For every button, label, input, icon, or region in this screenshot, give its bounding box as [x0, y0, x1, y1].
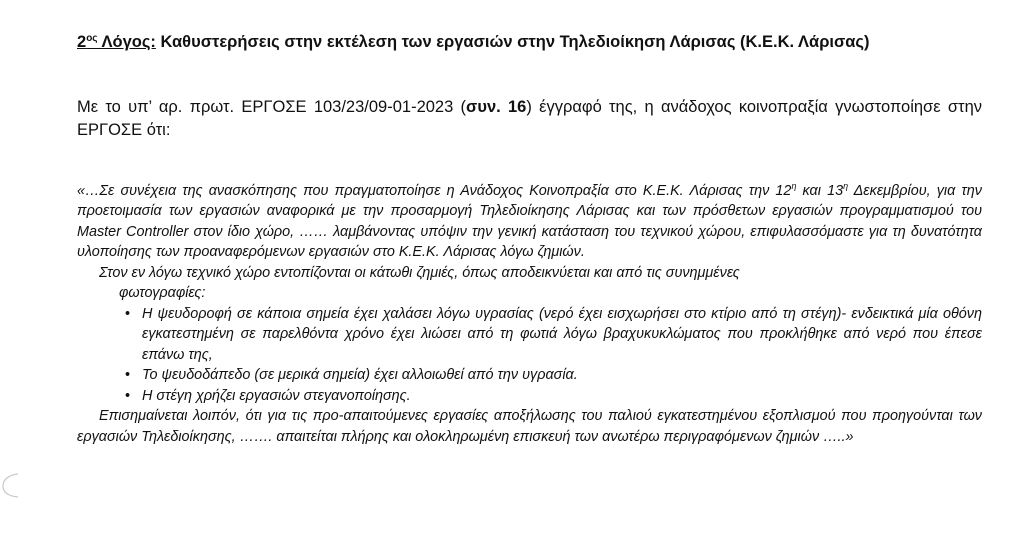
bullet-icon: •: [125, 387, 131, 404]
quote-paragraph-2: Στον εν λόγω τεχνικό χώρο εντοπίζονται οι κάτωθι ζημιές, όπως αποδεικνύεται και από τις συνημμένες φωτογραφίες:: [99, 264, 740, 302]
section-heading: [77, 30, 982, 54]
quote-paragraph-1: «…Σε συνέχεια της ανασκόπησης που πραγματοποίησε η Ανάδοχος Κοινοπραξία στο Κ.Ε.Κ. Λάρισας την $12^\eta$ και $13^\eta$ Δεκεμβρίου, για την προετοιμασία των εργασιών αναφορικά με την προσαρμογή Τηλεδιοίκησης Λάρισας και των πρόσθετων εργασιών προγραμματισμού του Master Controller στον ίδιο χώρο, …… λαμβάνοντας υπόψιν την γενική κατάσταση του τεχνικού χώρου, επιφυλασσόμαστε για τη δυνατότητα υλοποίησης των προαναφερόμενων εργασιών στο Κ.Ε.Κ. Λάρισας λόγω ζημιών.: [77, 181, 982, 261]
punch-hole-mark-icon: [0, 470, 22, 500]
intro-paragraph: Με το υπ’ αρ. πρωτ. ΕΡΓΟΣΕ 103/23/09-01-2023 (συν. 16) έγγραφό της, η ανάδοχος κοινοπραξία γνωστοποίησε στην ΕΡΓΟΣΕ ότι:: [77, 98, 982, 139]
quoted-text: [77, 176, 982, 447]
damage-list: [77, 304, 982, 407]
list-item: • Το ψευδοδάπεδο (σε μερικά σημεία) έχει αλλοιωθεί από την υγρασία.: [77, 365, 982, 386]
quote-paragraph-3: Επισημαίνεται λοιπόν, ότι για τις προ-απαιτούμενες εργασίες αποξήλωσης του παλιού εγκατεστημένου εξοπλισμού που προηγούνται των εργασιών Τηλεδιοίκησης, ……. απαιτείται πλήρης και ολοκληρωμένη επισκευή των ανωτέρω περιγραφόμενων ζημιών …..»: [77, 408, 982, 445]
list-item: • Η στέγη χρήζει εργασιών στεγανοποίησης.: [77, 386, 982, 407]
heading-number: $2^{o\varsigma}$ Λόγος:: [77, 33, 156, 51]
heading-title: Καθυστερήσεις στην εκτέλεση των εργασιών στην Τηλεδιοίκηση Λάρισας (Κ.Ε.Κ. Λάρισας): [155, 33, 870, 51]
bullet-icon: •: [125, 367, 131, 384]
list-item: • Η ψευδοροφή σε κάποια σημεία έχει χαλάσει λόγω υγρασίας (νερό έχει εισχωρήσει στο κτίριο από τη στέγη)- ενδεικτικά μία οθόνη εγκατεστημένη σε παρελθόντα χρόνο έχει λιώσει από τη φωτιά λόγω βραχυκυκλώματος που προκλήθηκε από νερό που έπεσε επάνω της,: [125, 305, 982, 363]
bullet-icon: •: [125, 305, 131, 322]
attachment-reference: συν. 16: [466, 98, 527, 116]
